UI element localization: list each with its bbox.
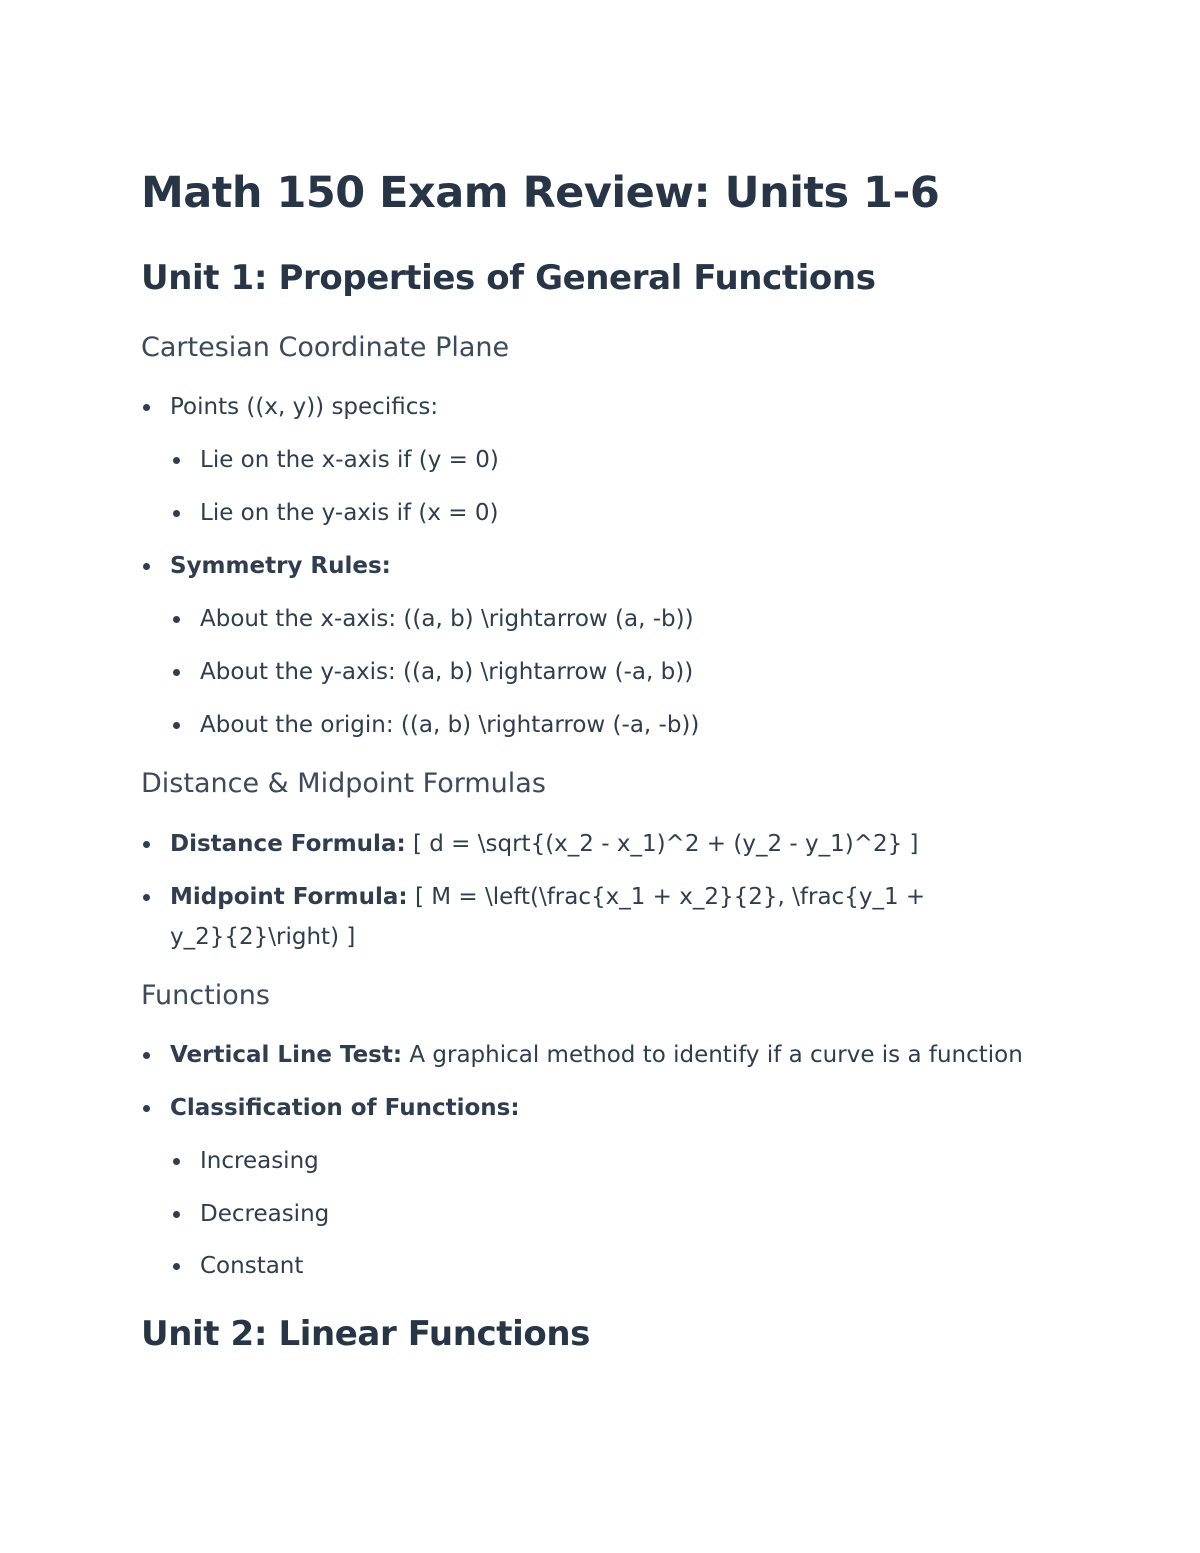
- bullet-icon: [143, 894, 150, 901]
- list-item-vertical-line-test: [170, 1035, 1023, 1075]
- list-item-distance-formula: [170, 824, 919, 864]
- bullet-icon: [143, 404, 150, 411]
- cartesian-heading: Cartesian Coordinate Plane: [141, 332, 510, 363]
- distance-formula-text: [ d = \sqrt{(x_2 - x_1)^2 + (y_2 - y_1)^2} ]: [405, 831, 919, 857]
- list-item-y-axis: [200, 493, 498, 533]
- classification-label: Classification of Functions:: [170, 1095, 520, 1121]
- list-item-x-axis: [200, 440, 499, 480]
- sym-y-text: About the y-axis: ((a, b) \rightarrow (-a, b)): [200, 659, 694, 685]
- bullet-icon: [143, 1052, 150, 1059]
- bullet-icon: [173, 510, 180, 517]
- distance-midpoint-heading: Distance & Midpoint Formulas: [141, 768, 546, 799]
- bullet-icon: [173, 722, 180, 729]
- list-item-decreasing: [200, 1194, 329, 1234]
- bullet-icon: [143, 563, 150, 570]
- list-item-increasing: [200, 1141, 319, 1181]
- list-item-symmetry: [170, 546, 391, 586]
- points-text: Points ((x, y)) specifics:: [170, 394, 439, 420]
- sym-x-text: About the x-axis: ((a, b) \rightarrow (a, -b)): [200, 606, 694, 632]
- functions-heading: Functions: [141, 980, 270, 1011]
- list-item-midpoint-formula: [170, 877, 980, 957]
- list-item-points: [170, 387, 438, 427]
- x-axis-text: Lie on the x-axis if (y = 0): [200, 447, 499, 473]
- distance-formula-label: Distance Formula:: [170, 831, 406, 857]
- bullet-icon: [173, 1158, 180, 1165]
- list-item-sym-x: [200, 599, 694, 639]
- list-item-sym-origin: [200, 705, 699, 745]
- list-item-constant: [200, 1246, 303, 1286]
- bullet-icon: [173, 1211, 180, 1218]
- sym-origin-text: About the origin: ((a, b) \rightarrow (-a, -b)): [200, 712, 700, 738]
- decreasing-text: Decreasing: [200, 1201, 330, 1227]
- increasing-text: Increasing: [200, 1148, 319, 1174]
- midpoint-formula-text: [ M = \left(\frac{x_1 + x_2}{2}, \frac{y_1 + y_2}{2}\right) ]: [170, 884, 926, 950]
- document-title: Math 150 Exam Review: Units 1-6: [141, 168, 940, 218]
- constant-text: Constant: [200, 1253, 304, 1279]
- vlt-label: Vertical Line Test:: [170, 1042, 403, 1068]
- list-item-sym-y: [200, 652, 693, 692]
- bullet-icon: [173, 1263, 180, 1270]
- symmetry-label: Symmetry Rules:: [170, 553, 391, 579]
- list-item-classification: [170, 1088, 520, 1128]
- bullet-icon: [173, 457, 180, 464]
- bullet-icon: [143, 1105, 150, 1112]
- midpoint-formula-label: Midpoint Formula:: [170, 884, 408, 910]
- unit1-heading: Unit 1: Properties of General Functions: [141, 258, 876, 298]
- unit2-heading: Unit 2: Linear Functions: [141, 1314, 590, 1354]
- bullet-icon: [173, 669, 180, 676]
- vlt-text: A graphical method to identify if a curve is a function: [402, 1042, 1023, 1068]
- bullet-icon: [143, 841, 150, 848]
- y-axis-text: Lie on the y-axis if (x = 0): [200, 500, 499, 526]
- bullet-icon: [173, 616, 180, 623]
